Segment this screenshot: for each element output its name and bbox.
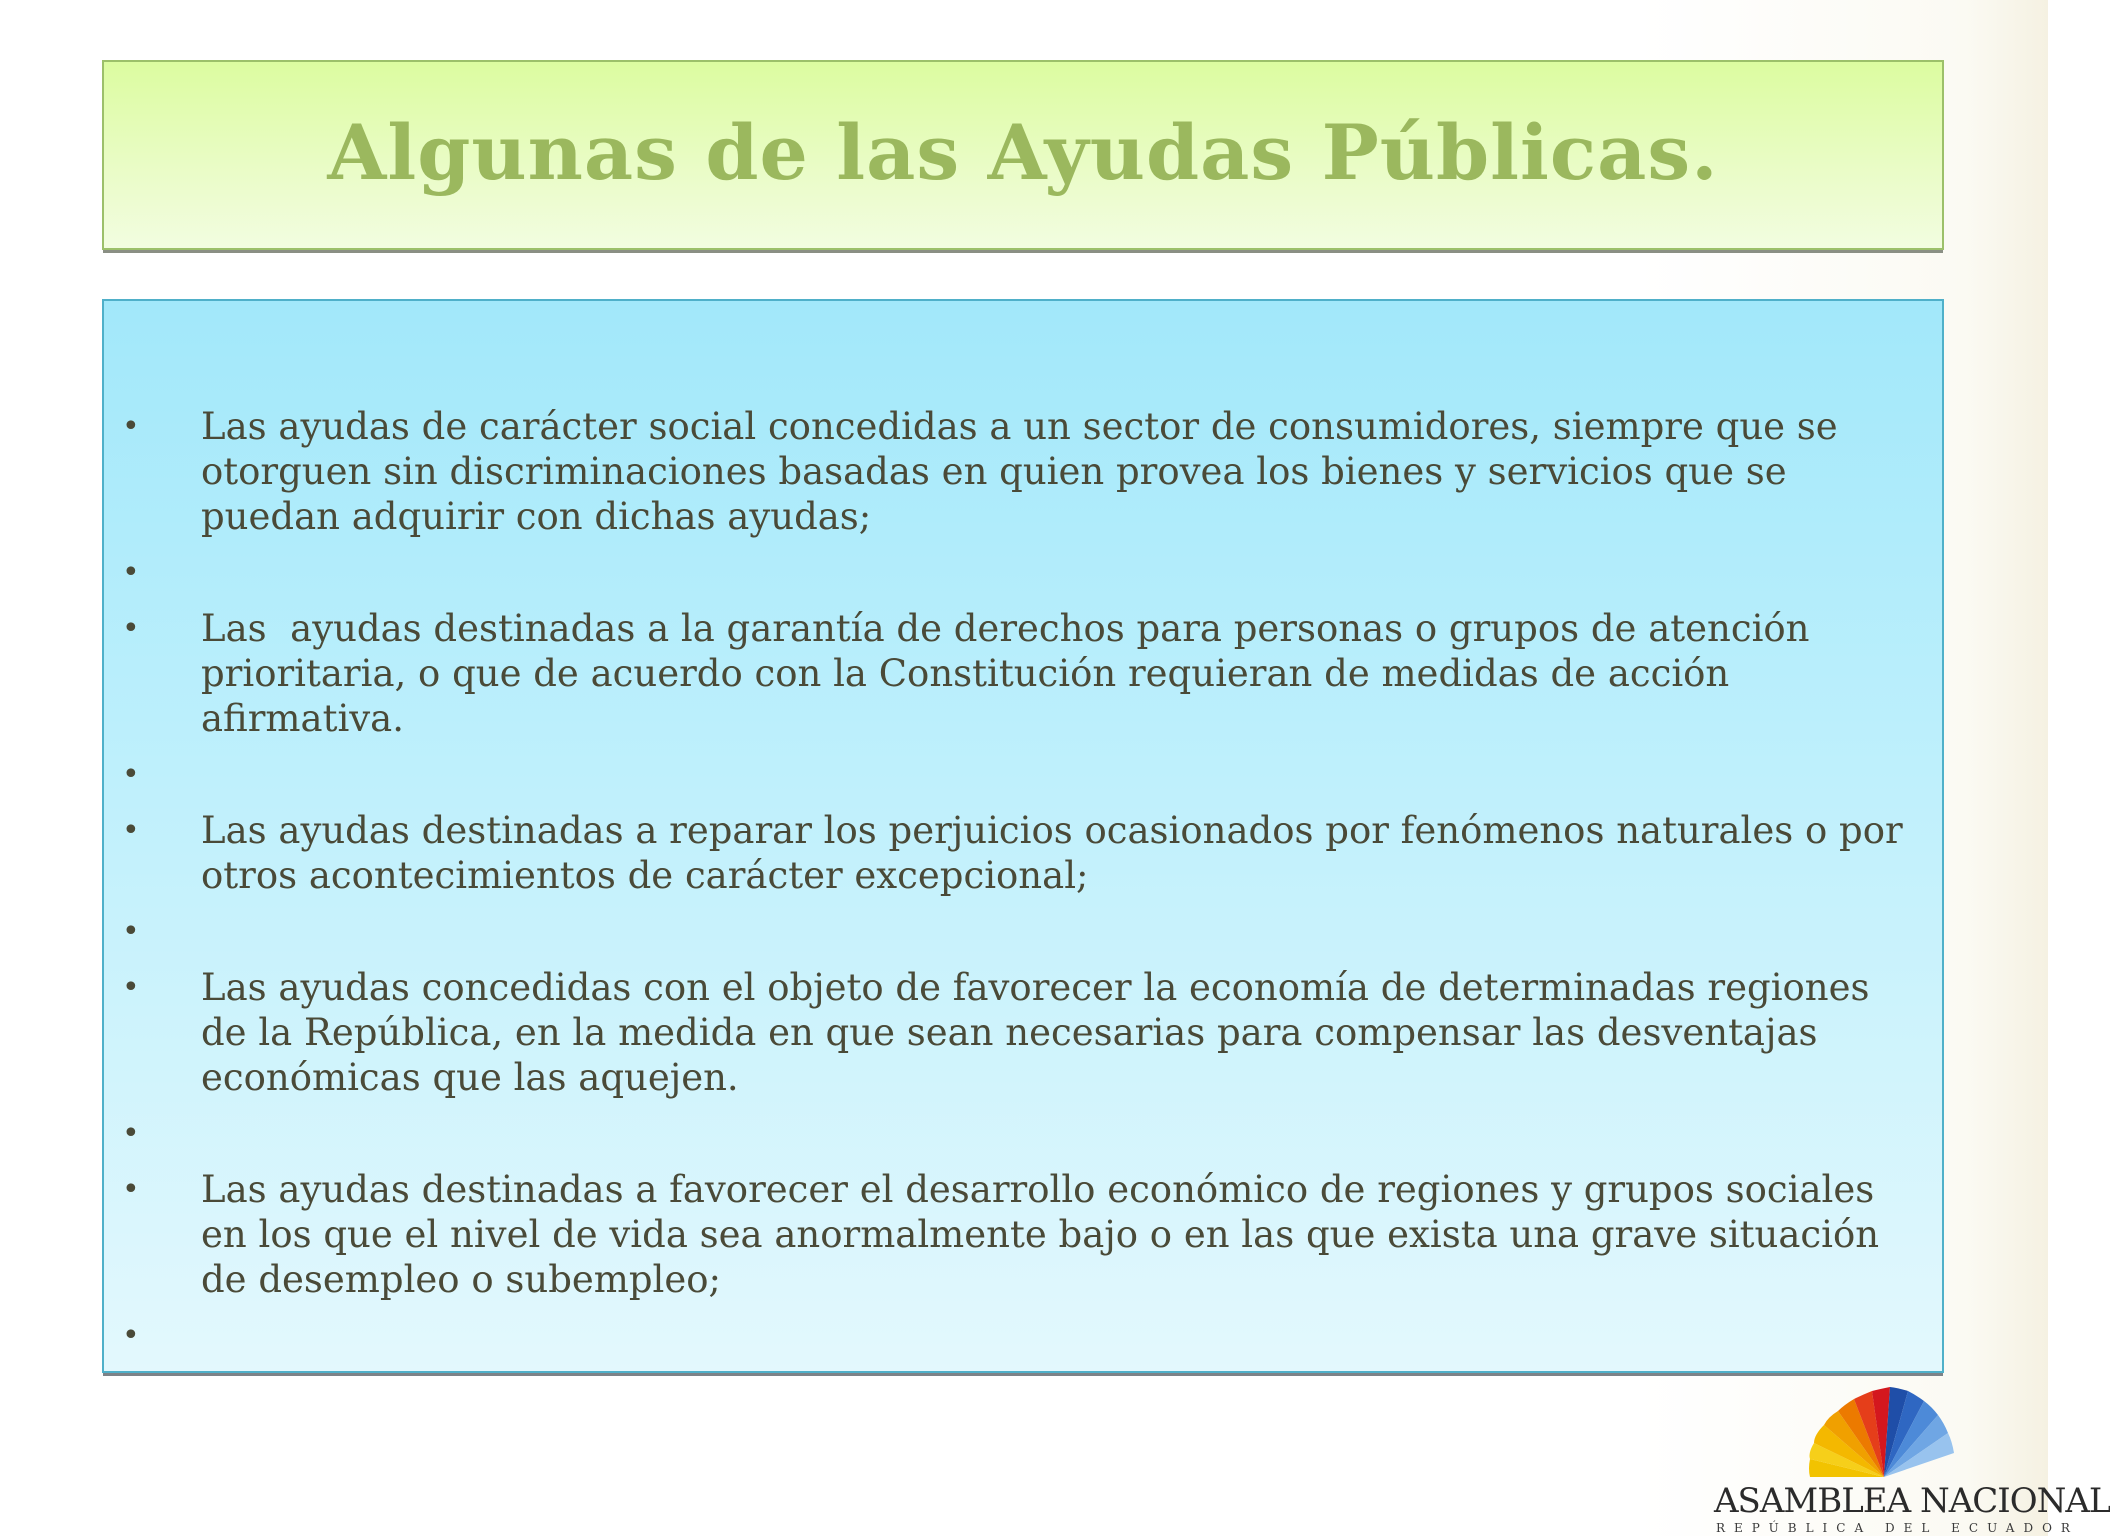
content-box bbox=[102, 299, 1944, 1373]
bullet-item-empty bbox=[104, 752, 1942, 797]
bullet-text: Las ayudas destinadas a favorecer el desarrollo económico de regiones y grupos sociales en los que el nivel de vida sea anormalmente bajo o en las que exista una grave situación de desempleo o subempleo; bbox=[201, 1168, 1880, 1301]
bullet-icon: • bbox=[122, 1172, 140, 1207]
asamblea-nacional-logo bbox=[1708, 1385, 2110, 1536]
title-box bbox=[102, 60, 1944, 250]
bullet-text: Las ayudas destinadas a reparar los perjuicios ocasionados por fenómenos naturales o por otros acontecimientos de carácter excepcional; bbox=[201, 809, 1903, 897]
sunburst-logo-icon bbox=[1800, 1385, 1960, 1481]
bullet-icon: • bbox=[122, 1116, 140, 1151]
bullet-icon: • bbox=[122, 914, 140, 949]
bullet-icon: • bbox=[122, 970, 140, 1005]
bullet-item bbox=[104, 965, 1942, 1100]
logo-name: ASAMBLEA NACIONAL bbox=[1714, 1481, 2110, 1521]
bullet-text: Las ayudas destinadas a la garantía de derechos para personas o grupos de atención prioritaria, o que de acuerdo con la Constitución requieran de medidas de acción afirmativa. bbox=[201, 607, 1822, 740]
bullet-text: Las ayudas concedidas con el objeto de favorecer la economía de determinadas regiones de la República, en la medida en que sean necesarias para compensar las desventajas económicas que las aquejen. bbox=[201, 966, 1870, 1099]
bullet-list bbox=[104, 404, 1942, 1369]
bullet-item bbox=[104, 404, 1942, 539]
logo-subtitle: REPÚBLICA DEL ECUADOR bbox=[1716, 1521, 2079, 1535]
bullet-icon: • bbox=[122, 611, 140, 646]
bullet-icon: • bbox=[122, 409, 140, 444]
bullet-item-empty bbox=[104, 1313, 1942, 1358]
bullet-icon: • bbox=[122, 1318, 140, 1353]
bullet-item-empty bbox=[104, 1111, 1942, 1156]
bullet-item-empty bbox=[104, 909, 1942, 954]
bullet-item-empty bbox=[104, 550, 1942, 595]
slide-title: Algunas de las Ayudas Públicas. bbox=[327, 107, 1719, 197]
bullet-item bbox=[104, 808, 1942, 898]
bullet-icon: • bbox=[122, 813, 140, 848]
bullet-item bbox=[104, 606, 1942, 741]
bullet-icon: • bbox=[122, 555, 140, 590]
bullet-item bbox=[104, 1167, 1942, 1302]
bullet-text: Las ayudas de carácter social concedidas a un sector de consumidores, siempre que se otorguen sin discriminaciones basadas en quien provea los bienes y servicios que se puedan adquirir con dichas ayudas; bbox=[201, 405, 1838, 538]
bullet-icon: • bbox=[122, 757, 140, 792]
